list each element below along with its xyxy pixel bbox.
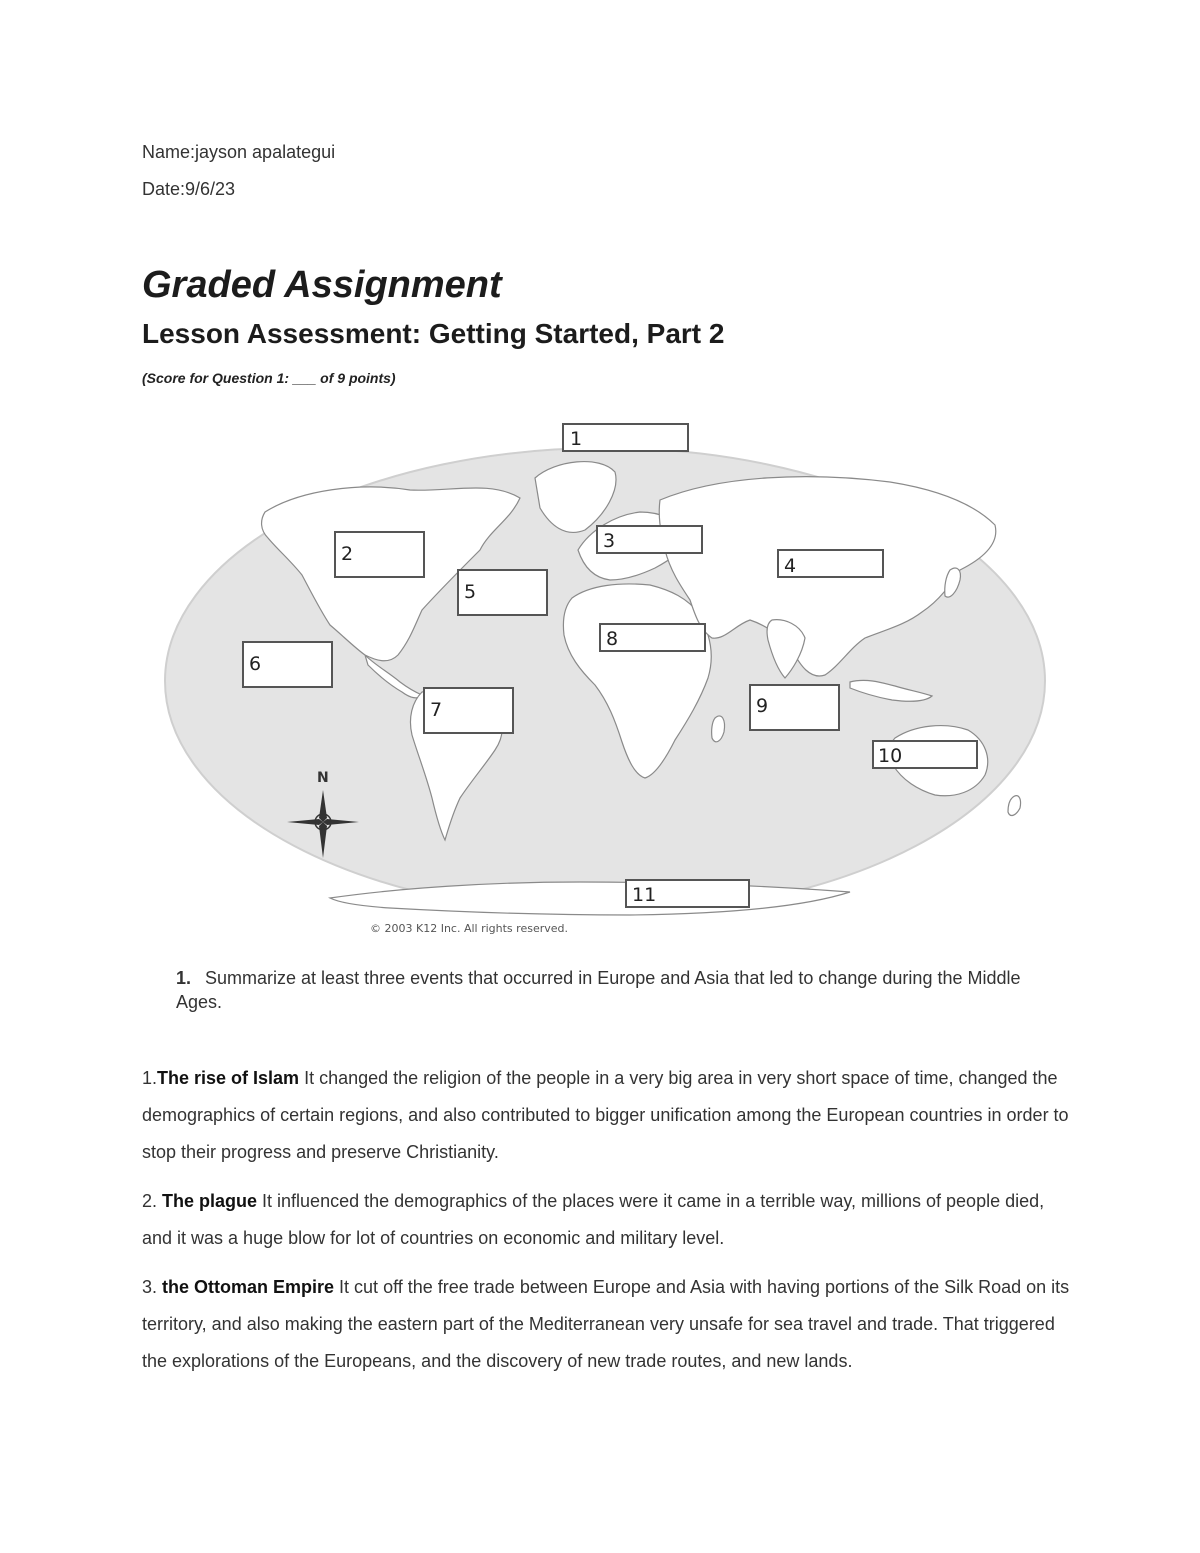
label-number-6: 6 bbox=[249, 653, 262, 675]
answers-list bbox=[142, 1060, 1072, 1392]
answer-prefix: 2. bbox=[142, 1191, 163, 1211]
label-number-3: 3 bbox=[603, 530, 616, 552]
score-line: (Score for Question 1: ___ of 9 points) bbox=[142, 370, 396, 386]
label-number-8: 8 bbox=[606, 628, 619, 650]
question-text: Summarize at least three events that occurred in Europe and Asia that led to change during the Middle Ages. bbox=[176, 968, 1021, 1012]
page-title: Graded Assignment bbox=[142, 264, 502, 306]
student-name: Name:jayson apalategui bbox=[142, 142, 336, 162]
label-number-10: 10 bbox=[878, 745, 903, 767]
question-1 bbox=[176, 966, 1056, 1014]
label-number-5: 5 bbox=[464, 581, 477, 603]
answer-heading: The rise of Islam bbox=[157, 1068, 300, 1088]
answer-prefix: 3. bbox=[142, 1277, 163, 1297]
assignment-date: Date:9/6/23 bbox=[142, 179, 236, 199]
label-number-7: 7 bbox=[430, 699, 443, 721]
label-number-1: 1 bbox=[570, 428, 583, 450]
answer-text: It cut off the free trade between Europe and Asia with having portions of the Silk Road on its territory, and also making the eastern part of the Mediterranean very unsafe for sea travel and trade. That triggered the explorations of the Europeans, and the discovery of new trade routes, and new lands. bbox=[142, 1277, 1070, 1371]
page-subtitle: Lesson Assessment: Getting Started, Part 2 bbox=[142, 318, 725, 349]
answer-item bbox=[142, 1183, 1072, 1257]
answer-item bbox=[142, 1269, 1072, 1380]
map-copyright: © 2003 K12 Inc. All rights reserved. bbox=[370, 922, 568, 935]
label-number-9: 9 bbox=[756, 695, 769, 717]
answer-prefix: 1. bbox=[142, 1068, 158, 1088]
world-map bbox=[160, 420, 1050, 940]
compass-north-label: N bbox=[317, 770, 329, 786]
answer-item bbox=[142, 1060, 1072, 1171]
answer-heading: The plague bbox=[162, 1191, 258, 1211]
question-number: 1. bbox=[176, 968, 192, 988]
new-zealand-land bbox=[1008, 796, 1021, 816]
answer-text: It changed the religion of the people in a very big area in very short space of time, changed the demographics of certain regions, and also contributed to bigger unification among the European countries in order to stop their progress and preserve Christianity. bbox=[142, 1068, 1069, 1162]
answer-text: It influenced the demographics of the places were it came in a terrible way, millions of people died, and it was a huge blow for lot of countries on economic and military level. bbox=[142, 1191, 1045, 1248]
label-number-2: 2 bbox=[341, 543, 354, 565]
answer-heading: the Ottoman Empire bbox=[162, 1277, 335, 1297]
label-number-4: 4 bbox=[784, 555, 797, 577]
label-number-11: 11 bbox=[632, 884, 657, 906]
